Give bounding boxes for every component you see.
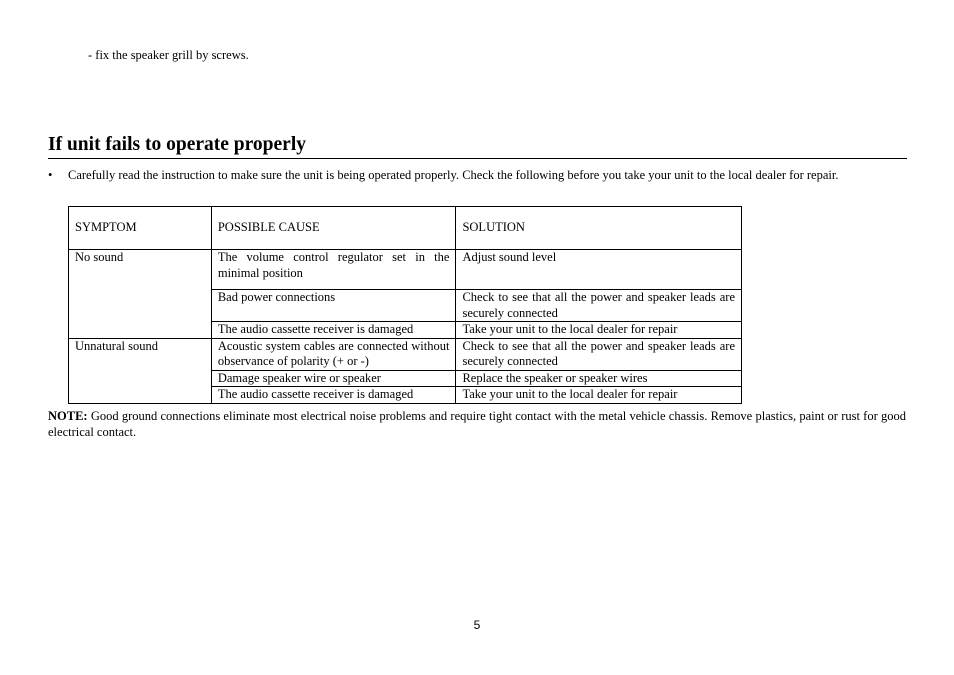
note-text: Good ground connections eliminate most electrical noise problems and require tight contact with the metal vehicle chassis. Remove plastics, paint or rust for good electrical contact. <box>48 409 906 439</box>
top-note: - fix the speaker grill by screws. <box>88 48 249 62</box>
bullet-icon: • <box>48 168 53 182</box>
intro-text: Carefully read the instruction to make sure the unit is being operated properly. Check the following before you take your unit to the local dealer for repair. <box>68 168 839 182</box>
table-row <box>69 250 742 290</box>
page-number: 5 <box>473 618 481 632</box>
cause-cell: The audio cassette receiver is damaged <box>211 387 456 404</box>
cause-cell: Acoustic system cables are connected without observance of polarity (+ or -) <box>211 338 456 370</box>
solution-cell: Take your unit to the local dealer for repair <box>456 322 742 339</box>
solution-cell: Check to see that all the power and speaker leads are securely connected <box>456 338 742 370</box>
section-title: If unit fails to operate properly <box>48 133 907 159</box>
header-cause: POSSIBLE CAUSE <box>211 207 456 250</box>
cause-cell: Bad power connections <box>211 290 456 322</box>
symptom-cell: Unnatural sound <box>69 338 212 403</box>
note-label: NOTE: <box>48 409 88 423</box>
table-row <box>69 338 742 370</box>
note-paragraph <box>48 408 906 440</box>
cause-cell: The volume control regulator set in the minimal position <box>211 250 456 290</box>
cause-cell: The audio cassette receiver is damaged <box>211 322 456 339</box>
solution-cell: Adjust sound level <box>456 250 742 290</box>
cause-cell: Damage speaker wire or speaker <box>211 370 456 387</box>
intro-paragraph <box>48 167 906 183</box>
table-header-row <box>69 207 742 250</box>
header-solution: SOLUTION <box>456 207 742 250</box>
header-symptom: SYMPTOM <box>69 207 212 250</box>
solution-cell: Check to see that all the power and speaker leads are securely connected <box>456 290 742 322</box>
solution-cell: Replace the speaker or speaker wires <box>456 370 742 387</box>
symptom-cell: No sound <box>69 250 212 339</box>
troubleshooting-table <box>68 206 742 404</box>
solution-cell: Take your unit to the local dealer for repair <box>456 387 742 404</box>
